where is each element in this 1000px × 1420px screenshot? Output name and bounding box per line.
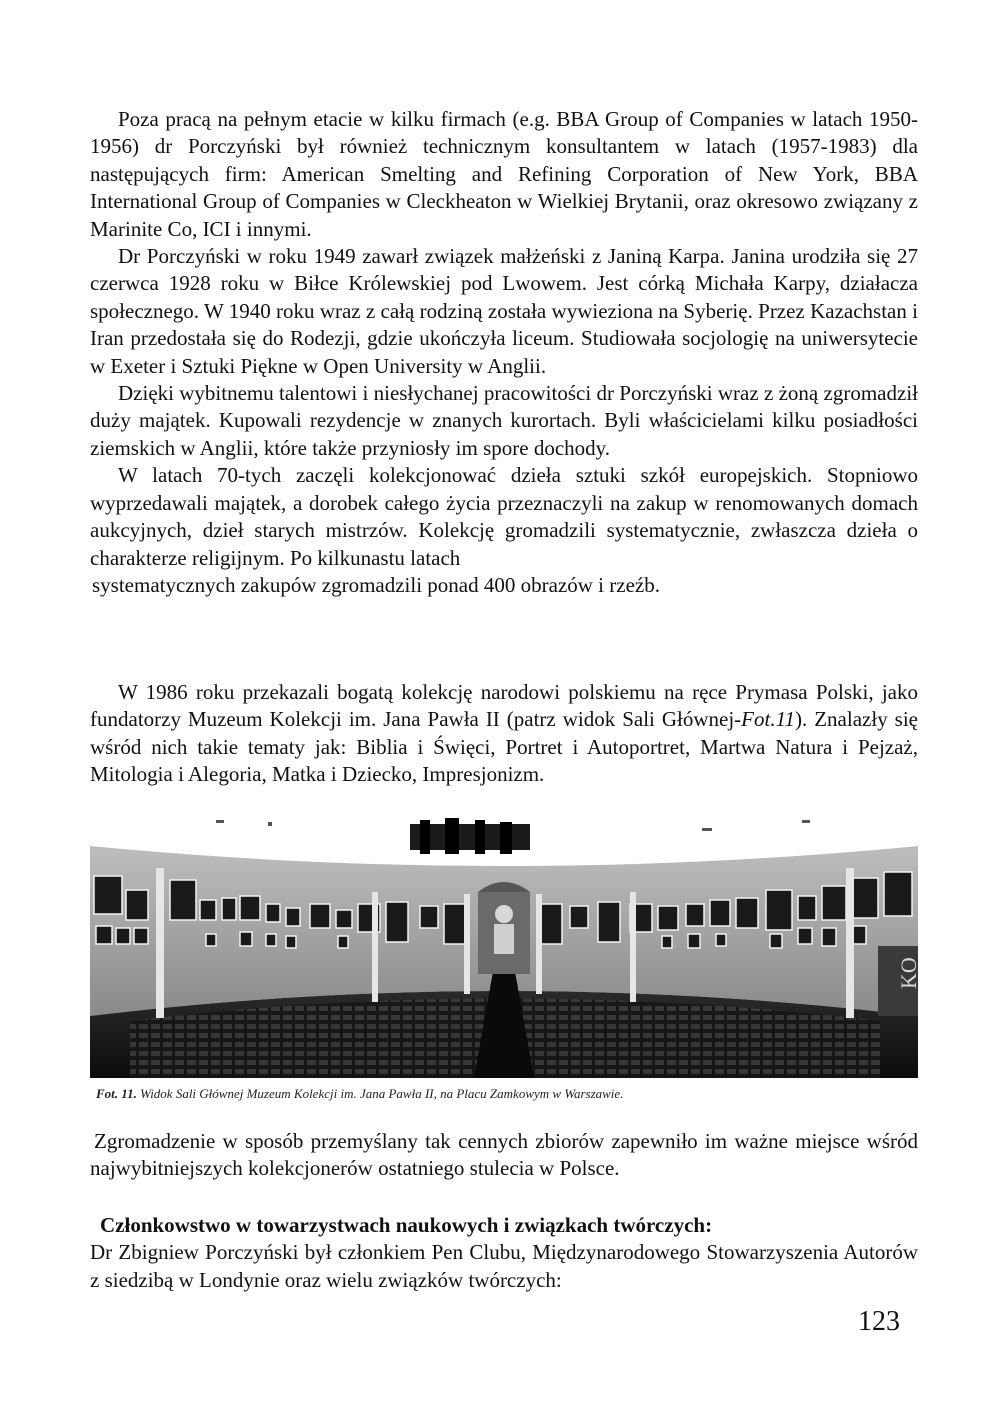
paragraph-membership: Dr Zbigniew Porczyński był członkiem Pen Clubu, Międzynarodowego Stowarzyszenia Autorów z siedzibą w Londynie oraz wielu związków twórczych:: [90, 1240, 918, 1292]
donation-text-end: ). Znalazły się wśród nich takie tematy jak: Biblia i Święci, Portret i Autoportret, Martwa Natura i Pejzaż, Mitologia i Alegoria, Matka i Dziecko, Impresjonizm.: [90, 707, 918, 787]
donation-text-start: W 1986 roku przekazali bogatą kolekcję narodowi polskiemu na ręce Prymasa Polski, jako fundatorzy Muzeum Kolekcji im. Jana Pawła II (patrz widok Sali Głównej-: [90, 680, 918, 732]
paragraph-marriage: Dr Porczyński w roku 1949 zawarł związek małżeński z Janiną Karpa. Janina urodziła się 27 czerwca 1928 roku w Biłce Królewskiej pod Lwowem. Jest córką Michała Karpy, działacza społecznego. W 1940 roku wraz z całą rodziną została wywieziona na Syberię. Przez Kazachstan i Iran przedostała się do Rodezji, gdzie ukończyła liceum. Studiowała socjologię na uniwersytecie w Exeter i Sztuki Piękne w Open University w Anglii.: [90, 244, 918, 378]
museum-hall-photo: [90, 816, 921, 1078]
paragraph-collecting-end: systematycznych zakupów zgromadzili ponad 400 obrazów i rzeźb.: [92, 572, 660, 597]
paragraph-employment: Poza pracą na pełnym etacie w kilku firmach (e.g. BBA Group of Companies w latach 1950-1956) dr Porczyński był również technicznym konsultantem w latach (1957-1983) dla następujących firm: American Smelting and Refining Corporation of New York, BBA International Group of Companies w Cleckheaton w Wielkiej Brytanii, oraz okresowo związany z Marinite Co, ICI i innymi.: [90, 107, 918, 241]
page-number: 123: [858, 1306, 900, 1337]
text-block-after-photo: [90, 1128, 918, 1183]
paragraph-donation: [90, 679, 918, 789]
photo-caption: [96, 1086, 916, 1102]
paragraph-wealth: Dzięki wybitnemu talentowi i niesłychanej pracowitości dr Porczyński wraz z żoną zgromadził duży majątek. Kupowali rezydencje w znanych kurortach. Byli właścicielami kilku posiadłości ziemskich w Anglii, które także przyniosły im spore dochody.: [90, 381, 918, 460]
text-block-top: [90, 106, 918, 599]
museum-hall-illustration: [90, 816, 921, 1078]
section-heading: Członkowstwo w towarzystwach naukowych i związkach twórczych:: [100, 1213, 713, 1237]
photo-reference: Fot.11: [741, 707, 796, 732]
caption-text: Widok Sali Głównej Muzeum Kolekcji im. Jana Pawła II, na Placu Zamkowym w Warszawie.: [140, 1086, 624, 1101]
wall-lettering: KO: [896, 957, 921, 989]
caption-label: Fot. 11.: [96, 1086, 137, 1101]
text-block-membership: [90, 1212, 918, 1294]
paragraph-collecting: W latach 70-tych zaczęli kolekcjonować dzieła sztuki szkół europejskich. Stopniowo wyprzedawali majątek, a dorobek całego życia przeznaczyli na zakup w renomowanych domach aukcyjnych, dzieł starych mistrzów. Kolekcję gromadzili systematycznie, zwłaszcza dzieła o charakterze religijnym. Po kilkunastu latach: [90, 463, 918, 570]
paragraph-significance: Zgromadzenie w sposób przemyślany tak cennych zbiorów zapewniło im ważne miejsce wśród najwybitniejszych kolekcjonerów ostatniego stulecia w Polsce.: [90, 1129, 918, 1181]
text-block-donation: [90, 679, 918, 789]
